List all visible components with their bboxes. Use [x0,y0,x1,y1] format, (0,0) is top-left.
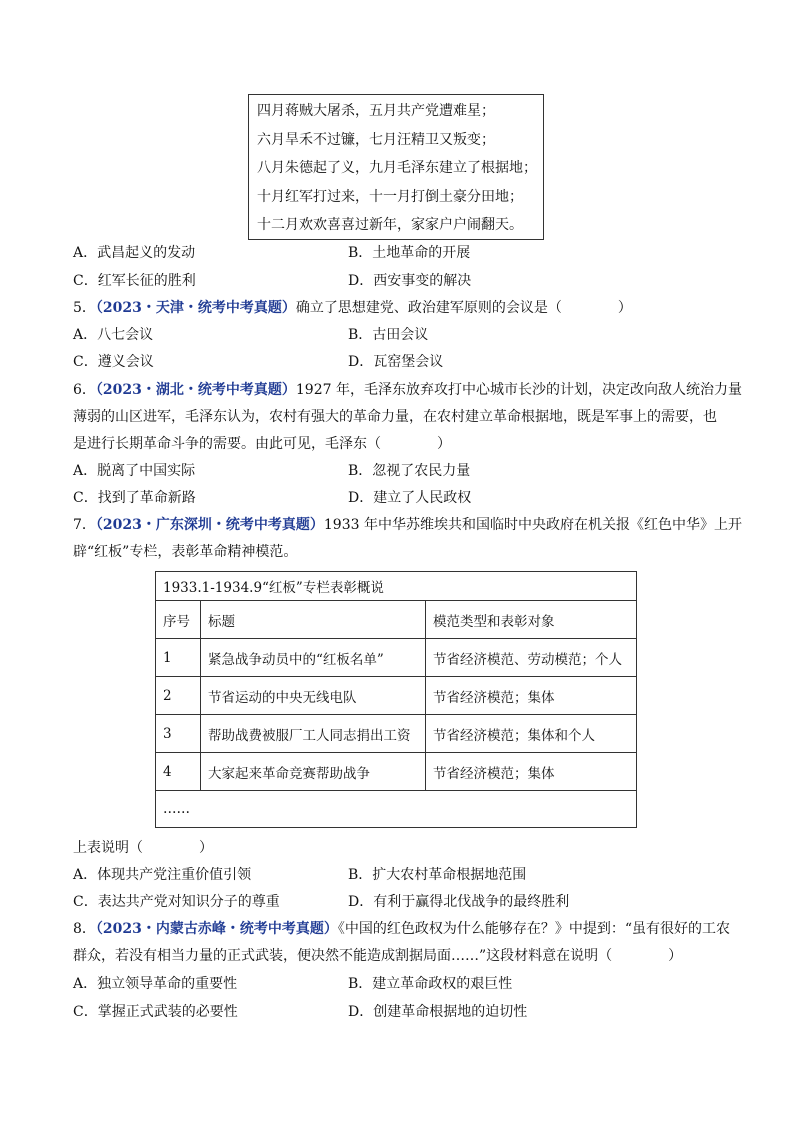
cell-type: 节省经济模范；集体和个人 [426,715,637,753]
q5-source: （2023・天津・统考中考真题） [95,300,296,316]
honor-table [155,571,637,828]
q5-number: 5． [73,300,96,316]
q7-source: （2023・广东深圳・统考中考真题） [95,517,324,533]
poem-line: 四月蒋贼大屠杀，五月共产党遭难星； [257,103,495,119]
table-caption: 1933.1-1934.9“红板”专栏表彰概说 [156,572,637,601]
poem-line: 十二月欢欢喜喜过新年，家家户户闹翻天。 [257,217,523,233]
table-row [156,715,637,753]
cell-seq: 4 [156,753,201,791]
table-row [156,639,637,677]
q5-option-d[interactable]: D．瓦窑堡会议 [348,354,444,370]
q6-option-c[interactable]: C．找到了革命新路 [73,490,196,506]
q7-option-c[interactable]: C．表达共产党对知识分子的尊重 [73,894,280,910]
q8-option-c[interactable]: C．掌握正式武装的必要性 [73,1004,238,1020]
cell-seq: 3 [156,715,201,753]
q6-number: 6． [73,382,96,398]
q8-number: 8． [73,921,96,937]
poem-line: 八月朱德起了义，九月毛泽东建立了根据地； [257,160,537,176]
table-row [156,753,637,791]
q6-stem-line1 [73,380,742,400]
table-header-row [156,601,637,639]
q8-option-b[interactable]: B．建立革命政权的艰巨性 [348,976,513,992]
cell-seq: 2 [156,677,201,715]
q8-stem-line1 [73,919,730,939]
cell-title: 紧急战争动员中的“红板名单” [201,639,426,677]
q4-option-a[interactable]: A．武昌起义的发动 [73,245,196,261]
q7-stem-line2: 辟“红板”专栏，表彰革命精神模范。 [73,544,298,560]
poem-line: 十月红军打过来，十一月打倒土豪分田地； [257,188,523,205]
q5-stem [73,298,632,318]
poem-line: 六月旱禾不过镰，七月汪精卫又叛变； [257,131,495,148]
q7-stem-line1 [73,515,742,535]
cell-type: 节省经济模范、劳动模范；个人 [426,639,637,677]
q7-number: 7． [73,517,96,533]
q8-option-d[interactable]: D．创建革命根据地的迫切性 [348,1004,528,1020]
cell-type: 节省经济模范；集体 [426,677,637,715]
q8-stem-line2: 群众，若没有相当力量的正式武装，便决然不能造成割据局面……”这段材料意在说明（ ） [73,948,683,964]
q6-option-a[interactable]: A．脱离了中国实际 [73,463,196,479]
q8-source: （2023・内蒙古赤峰・统考中考真题） [95,921,338,937]
q4-option-d[interactable]: D．西安事变的解决 [348,273,472,289]
q8-text: 《中国的红色政权为什么能够存在？》中提到：“虽有很好的工农 [337,921,731,937]
q8-option-a[interactable]: A．独立领导革命的重要性 [73,976,238,992]
q6-text: 1927 年，毛泽东放弃攻打中心城市长沙的计划，决定改向敌人统治力量 [295,382,742,398]
q6-source: （2023・湖北・统考中考真题） [95,382,296,398]
cell-type: 节省经济模范；集体 [426,753,637,791]
q7-option-b[interactable]: B．扩大农村革命根据地范围 [348,867,527,883]
q7-option-a[interactable]: A．体现共产党注重价值引领 [73,867,252,883]
q6-option-b[interactable]: B．忽视了农民力量 [348,463,471,479]
header-title: 标题 [201,601,426,639]
cell-title: 大家起来革命竞赛帮助战争 [201,753,426,791]
table-ellipsis: …… [156,791,637,828]
q6-option-d[interactable]: D．建立了人民政权 [348,490,472,506]
poem-box [248,94,544,240]
header-type: 模范类型和表彰对象 [426,601,637,639]
q6-stem-line2: 薄弱的山区进军，毛泽东认为，农村有强大的革命力量，在农村建立革命根据地，既是军事上的需要，也 [73,409,717,425]
q6-stem-line3: 是进行长期革命斗争的需要。由此可见，毛泽东（ ） [73,436,451,452]
q4-option-c[interactable]: C．红军长征的胜利 [73,273,196,289]
q4-option-b[interactable]: B．土地革命的开展 [348,245,471,261]
q5-option-c[interactable]: C．遵义会议 [73,354,154,370]
cell-seq: 1 [156,639,201,677]
table-row [156,677,637,715]
q7-option-d[interactable]: D．有利于赢得北伐战争的最终胜利 [348,894,570,910]
q5-text: 确立了思想建党、政治建军原则的会议是（ ） [295,300,632,316]
q7-text: 1933 年中华苏维埃共和国临时中央政府在机关报《红色中华》上开 [323,517,742,533]
header-seq: 序号 [156,601,201,639]
cell-title: 节省运动的中央无线电队 [201,677,426,715]
q7-after: 上表说明（ ） [73,840,213,856]
cell-title: 帮助战费被服厂工人同志捐出工资 [201,715,426,753]
q5-option-b[interactable]: B．古田会议 [348,327,429,343]
q5-option-a[interactable]: A．八七会议 [73,327,154,343]
